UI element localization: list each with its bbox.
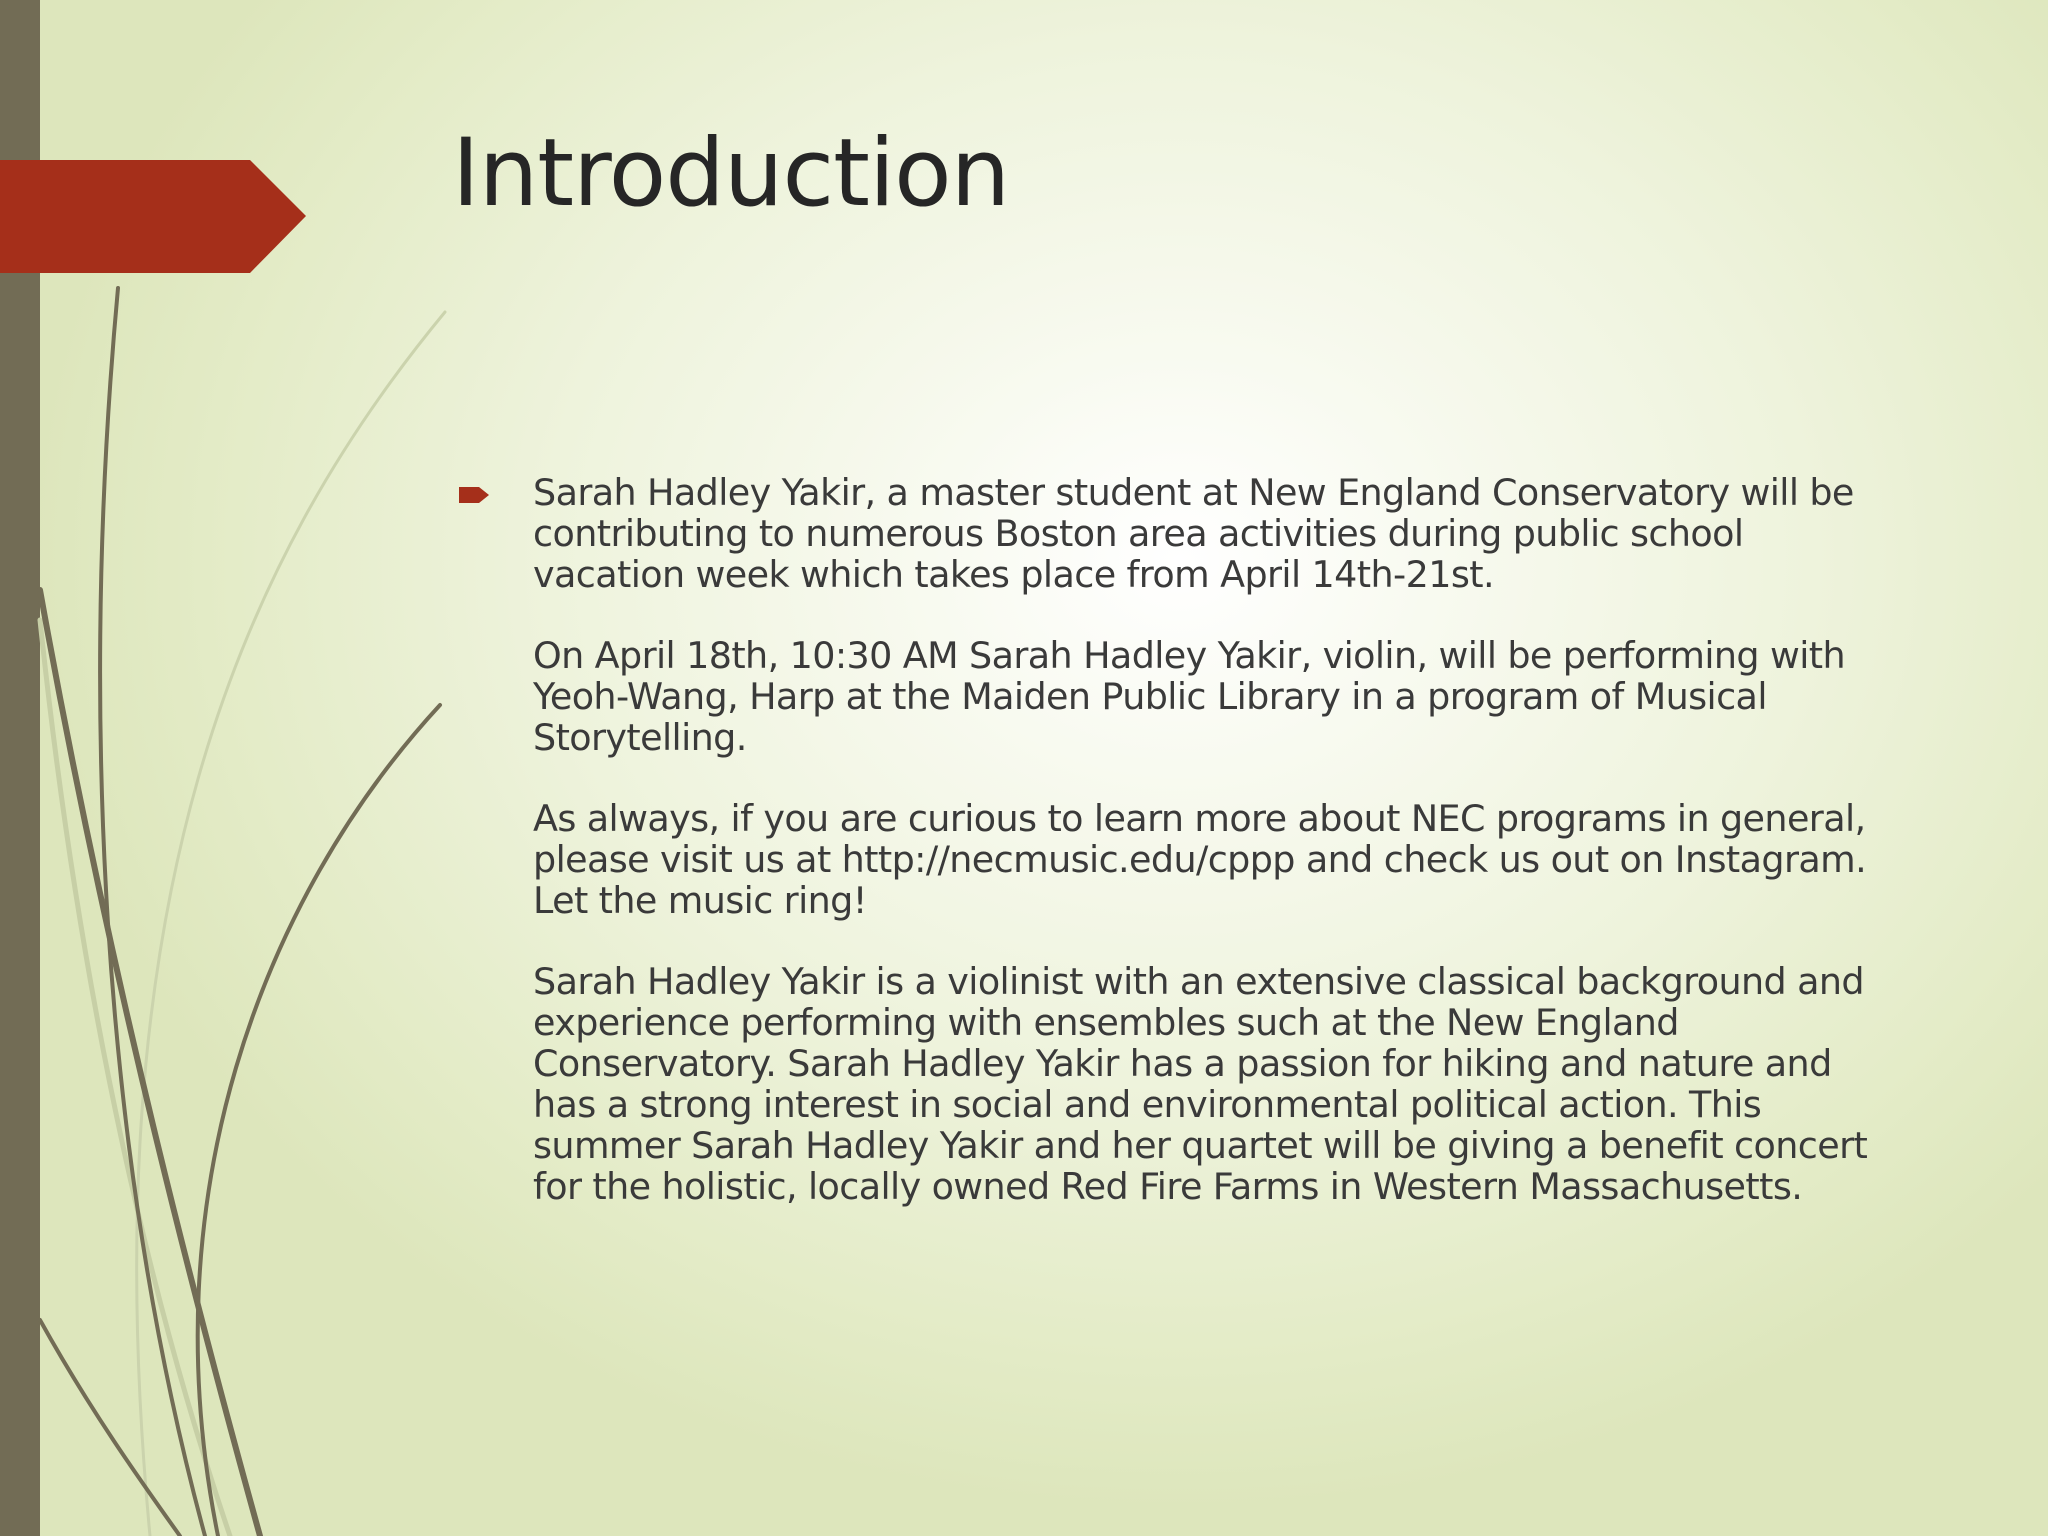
paragraph-intro: Sarah Hadley Yakir, a master student at New England Conservatory will be contributing to numerous Boston area activities during public school vacation week which takes place from April 14th-21st. [533,471,1854,596]
bullet-list-item [533,472,1893,1247]
dark-curve-sweep [40,590,260,1536]
dark-curve-base [40,1320,180,1536]
title-flag [0,160,310,273]
dark-curve-inner [198,705,440,1536]
paragraph-performance: On April 18th, 10:30 AM Sarah Hadley Yakir, violin, will be performing with Yeoh-Wang, Harp at the Maiden Public Library in a program of Musical Storytelling. [533,634,1846,759]
arrow-bullet-icon [459,485,491,505]
paragraph-bio: Sarah Hadley Yakir is a violinist with an extensive classical background and experience performing with ensembles such at the New England Conservatory. Sarah Hadley Yakir has a passion for hiking and nature and has a strong interest in social and environmental political action. This summer Sarah Hadley Yakir and her quartet will be giving a benefit concert for the holistic, locally owned Red Fire Farms in Western Massachusetts. [533,960,1868,1208]
paragraph-nec-info: As always, if you are curious to learn more about NEC programs in general, please visit us at http://necmusic.edu/cppp and check us out on Instagram. Let the music ring! [533,797,1867,922]
dark-curve-tall [100,288,205,1536]
slide-title: Introduction [452,119,1010,228]
